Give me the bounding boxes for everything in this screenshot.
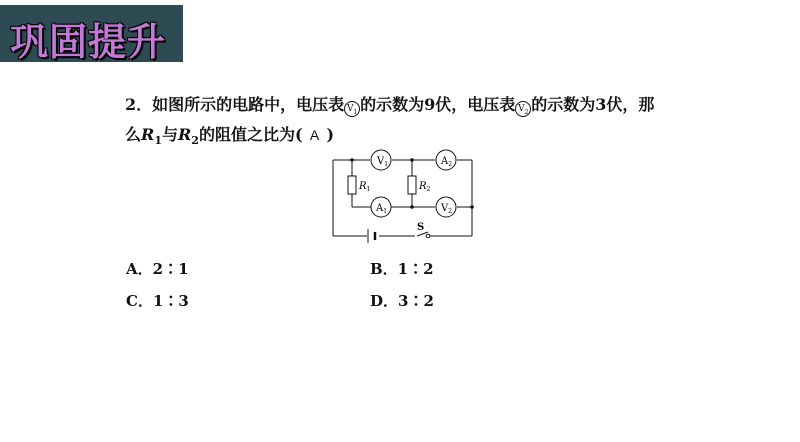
question-text-part: 与 xyxy=(161,125,178,144)
resistor-r2 xyxy=(408,176,416,194)
question-line-2: 么$R_1$与$R_2$的阻值之比为( A ) xyxy=(125,125,335,148)
option-b: B．1∶2 xyxy=(370,260,434,278)
circuit-diagram xyxy=(325,148,480,243)
question-text-part: 的示数为9伏，电压表 xyxy=(360,95,516,114)
answer-text: A xyxy=(309,127,320,143)
junction-dot xyxy=(470,205,474,209)
junction-dot xyxy=(410,205,414,209)
switch-contact xyxy=(426,234,430,238)
option-a: A．2∶1 xyxy=(126,260,189,278)
label-a2: $A_2$ xyxy=(441,156,453,168)
option-c: C．1∶3 xyxy=(126,292,189,310)
question-text-part: 如图所示的电路中，电压表 xyxy=(152,95,345,114)
question-text-part: 的示数为3伏，那 xyxy=(531,95,655,114)
voltmeter-v1-symbol: $V_1$ xyxy=(344,101,360,117)
voltmeter-v2-symbol: $V_2$ xyxy=(515,101,531,117)
label-v1: $V_1$ xyxy=(377,156,389,168)
junction-dot xyxy=(410,158,414,162)
question-text-part: 么 xyxy=(125,125,142,144)
junction-dot xyxy=(350,158,354,162)
label-r1: $R_1$ xyxy=(359,181,371,193)
question-line-1 xyxy=(125,92,654,117)
label-r2: $R_2$ xyxy=(419,181,431,193)
question-text-part: ) xyxy=(326,125,335,144)
option-d: D．3∶2 xyxy=(370,292,434,310)
resistor-r1 xyxy=(348,176,356,194)
question-number: 2． xyxy=(125,95,153,114)
r2-symbol: R xyxy=(177,125,192,144)
label-switch: S xyxy=(417,222,425,233)
r1-symbol: R xyxy=(141,125,155,144)
section-title: 巩固提升 xyxy=(10,20,167,64)
label-a1: $A_1$ xyxy=(376,203,388,215)
section-banner xyxy=(0,5,183,62)
question-text-part: 的阻值之比为( xyxy=(198,125,303,144)
label-v2: $V_2$ xyxy=(441,203,453,215)
